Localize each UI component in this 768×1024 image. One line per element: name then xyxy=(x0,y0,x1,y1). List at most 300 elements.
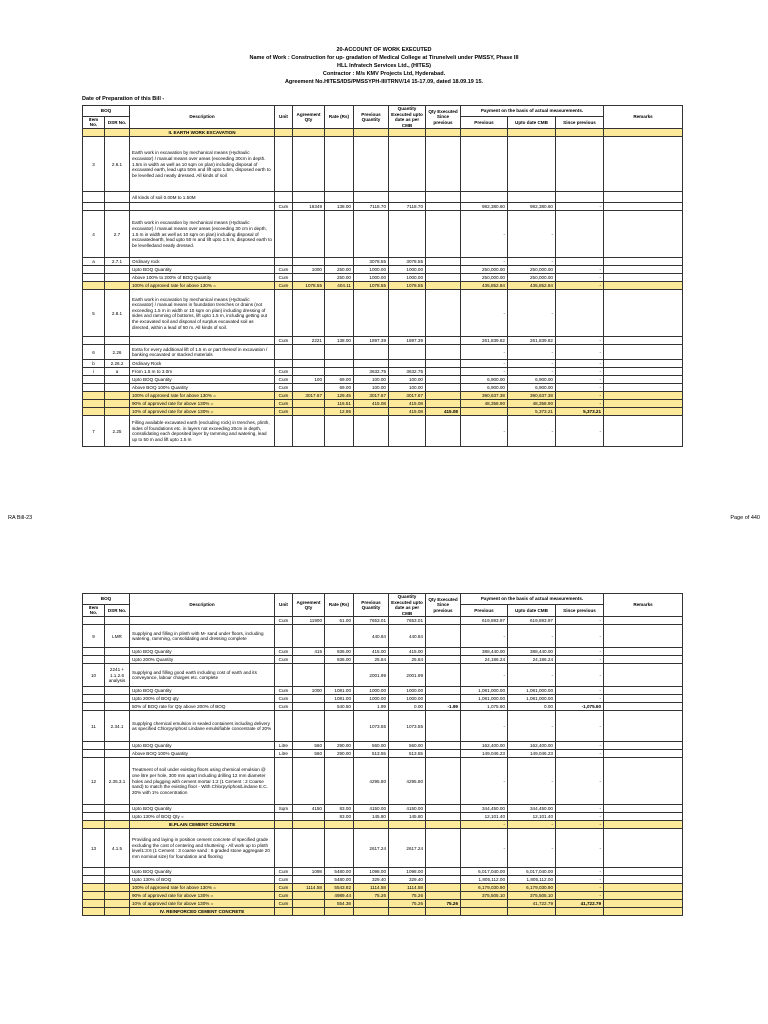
dsr-no xyxy=(105,656,130,664)
payment-previous: 149,046.23 xyxy=(461,750,508,758)
remarks xyxy=(604,625,683,648)
payment-since-previous: - xyxy=(556,876,604,884)
description: Supplying and filling in plinth with M- sand under floors, including watering, ramming, consolidating and dressing complete xyxy=(130,625,275,648)
dsr-no xyxy=(105,821,130,829)
payment-previous: 344,450.00 xyxy=(461,805,508,813)
dsr-no xyxy=(105,813,130,821)
payment-upto-date: 162,400.00 xyxy=(508,742,556,750)
dsr-no xyxy=(105,742,130,750)
payment-previous xyxy=(461,908,508,916)
unit xyxy=(275,192,293,203)
qty-since-previous xyxy=(426,656,461,664)
unit: Cum xyxy=(275,703,293,711)
agreement-qty xyxy=(293,400,325,408)
previous-qty: 100.00 xyxy=(354,376,389,384)
payment-upto-date: 1,081,000.00 xyxy=(508,687,556,695)
rate xyxy=(325,908,354,916)
unit xyxy=(275,360,293,368)
item-no: 10 xyxy=(83,664,105,687)
agreement-qty: 1114.58 xyxy=(293,884,325,892)
agreement-line: Agreement No.HITES/IDS/PMSSYPH-III/TRNV/14 15-17.09, dated 18.09.19 15. xyxy=(284,79,484,85)
table-row xyxy=(83,376,683,384)
section-header-row xyxy=(83,908,683,916)
agreement-qty xyxy=(293,821,325,829)
remarks xyxy=(604,129,683,137)
dsr-no xyxy=(105,876,130,884)
payment-previous: - xyxy=(461,258,508,266)
rate: 129.45 xyxy=(325,392,354,400)
payment-since-previous: - xyxy=(556,892,604,900)
dsr-no: 2.6.1 xyxy=(105,137,130,192)
previous-qty xyxy=(354,137,389,192)
payment-previous: - xyxy=(461,211,508,258)
qty-executed xyxy=(389,129,426,137)
qty-since-previous xyxy=(426,664,461,687)
table-row xyxy=(83,282,683,290)
dsr-no: a xyxy=(105,368,130,376)
payment-upto-date: 48,358.90 xyxy=(508,400,556,408)
qty-since-previous xyxy=(426,203,461,211)
rate: 138.00 xyxy=(325,337,354,345)
dsr-no xyxy=(105,884,130,892)
qty-since-previous xyxy=(426,742,461,750)
item-no xyxy=(83,742,105,750)
rate xyxy=(325,829,354,868)
qty-since-previous xyxy=(426,750,461,758)
qty-since-previous xyxy=(426,337,461,345)
payment-since-previous xyxy=(556,211,604,258)
previous-qty: 100.00 xyxy=(354,384,389,392)
agreement-qty xyxy=(293,711,325,742)
dsr-no: 2.7 xyxy=(105,211,130,258)
payment-since-previous: - xyxy=(556,416,604,447)
table-row xyxy=(83,687,683,695)
remarks xyxy=(604,416,683,447)
payment-since-previous: - xyxy=(556,758,604,805)
qty-executed: 25.84 xyxy=(389,656,426,664)
qty-executed: 415.08 xyxy=(389,408,426,416)
rate: 5543.82 xyxy=(325,884,354,892)
description: Upto BOQ Quantity xyxy=(130,868,275,876)
agreement-qty xyxy=(293,876,325,884)
company-line: HLL Infratech Services Ltd., (HITES) xyxy=(336,63,432,69)
dsr-no xyxy=(105,400,130,408)
payment-previous: 1,081,000.00 xyxy=(461,687,508,695)
rate xyxy=(325,368,354,376)
qty-since-previous: 75.26 xyxy=(426,900,461,908)
payment-since-previous: - xyxy=(556,337,604,345)
payment-upto-date: 6,900.00 xyxy=(508,384,556,392)
rate xyxy=(325,258,354,266)
previous-qty: 7118.70 xyxy=(354,203,389,211)
qty-executed: 7653.01 xyxy=(389,617,426,625)
previous-qty: 560.00 xyxy=(354,742,389,750)
agreement-qty xyxy=(293,416,325,447)
previous-qty: 513.55 xyxy=(354,750,389,758)
payment-upto-date xyxy=(508,129,556,137)
unit xyxy=(275,290,293,337)
payment-since-previous: - xyxy=(556,868,604,876)
payment-upto-date: - xyxy=(508,821,556,829)
table-row xyxy=(83,695,683,703)
rate: 936.00 xyxy=(325,656,354,664)
payment-previous: 435,852.84 xyxy=(461,282,508,290)
agreement-qty: 1078.55 xyxy=(293,282,325,290)
remarks xyxy=(604,392,683,400)
remarks xyxy=(604,137,683,192)
previous-qty: 415.08 xyxy=(354,400,389,408)
remarks xyxy=(604,400,683,408)
description xyxy=(130,337,275,345)
item-no xyxy=(83,908,105,916)
work-line xyxy=(0,54,768,62)
item-no: 7 xyxy=(83,416,105,447)
payment-upto-date: 982,380.60 xyxy=(508,203,556,211)
payment-since-previous: - xyxy=(556,695,604,703)
description: 90% of approved rate for above 130% = xyxy=(130,400,275,408)
previous-qty xyxy=(354,211,389,258)
previous-qty: 1000.00 xyxy=(354,274,389,282)
payment-upto-date: - xyxy=(508,711,556,742)
payment-upto-date: 250,000.00 xyxy=(508,266,556,274)
description: Supplying chemical emulsion in sealed containers including delivery as specified Chlorpyriphos/ Lindane emulsifiable concentrate of 20% xyxy=(130,711,275,742)
remarks xyxy=(604,868,683,876)
previous-qty: 440.84 xyxy=(354,625,389,648)
unit xyxy=(275,625,293,648)
qty-executed xyxy=(389,416,426,447)
agreement-qty: 3017.67 xyxy=(293,392,325,400)
footer-bill-number: RA Bill-23 xyxy=(8,515,33,521)
description: 50% of BOQ rate for Qty above 200% of BOQ xyxy=(130,703,275,711)
remarks xyxy=(604,384,683,392)
agreement-qty xyxy=(293,345,325,360)
unit xyxy=(275,258,293,266)
unit: Sqm xyxy=(275,805,293,813)
previous-qty: 1073.55 xyxy=(354,711,389,742)
rate: 404.11 xyxy=(325,282,354,290)
item-no xyxy=(83,384,105,392)
item-no: 4 xyxy=(83,211,105,258)
payment-previous: 250,000.00 xyxy=(461,266,508,274)
dsr-no xyxy=(105,408,130,416)
agreement-qty xyxy=(293,908,325,916)
item-no: i xyxy=(83,368,105,376)
payment-previous: 388,440.00 xyxy=(461,648,508,656)
remarks xyxy=(604,664,683,687)
payment-since-previous: - xyxy=(556,821,604,829)
boq-table-page-2 xyxy=(82,593,683,916)
remarks xyxy=(604,345,683,360)
payment-upto-date xyxy=(508,908,556,916)
work-label: Name of Work : xyxy=(249,55,290,61)
payment-previous: - xyxy=(461,758,508,805)
previous-qty: 2617.24 xyxy=(354,829,389,868)
previous-qty: 415.00 xyxy=(354,648,389,656)
qty-executed: 1073.55 xyxy=(389,711,426,742)
qty-executed xyxy=(389,137,426,192)
unit xyxy=(275,821,293,829)
remarks xyxy=(604,337,683,345)
payment-previous: 390,637.38 xyxy=(461,392,508,400)
unit: Cum xyxy=(275,868,293,876)
payment-upto-date: - xyxy=(508,258,556,266)
payment-upto-date: - xyxy=(508,664,556,687)
agreement-qty xyxy=(293,211,325,258)
unit xyxy=(275,416,293,447)
qty-since-previous xyxy=(426,758,461,805)
payment-since-previous: - xyxy=(556,656,604,664)
description: Upto 200% of BOQ qty xyxy=(130,695,275,703)
dsr-no xyxy=(105,617,130,625)
qty-since-previous xyxy=(426,137,461,192)
qty-since-previous: -1.99 xyxy=(426,703,461,711)
item-no xyxy=(83,282,105,290)
previous-qty: 3632.75 xyxy=(354,368,389,376)
qty-since-header: Qty Executed Since previous xyxy=(426,106,461,129)
previous-qty xyxy=(354,345,389,360)
remarks xyxy=(604,742,683,750)
payment-upto-date: - xyxy=(508,345,556,360)
payment-previous: - xyxy=(461,821,508,829)
qty-executed xyxy=(389,360,426,368)
payment-previous xyxy=(461,137,508,192)
rate xyxy=(325,211,354,258)
payment-since-previous: - xyxy=(556,282,604,290)
description: All kinds of soil 0.00M to 1.50M xyxy=(130,192,275,203)
payment-since-previous: - xyxy=(556,617,604,625)
description: Upto 130% of BOQ xyxy=(130,876,275,884)
rate: 4989.44 xyxy=(325,892,354,900)
payment-upto-date: 24,186.24 xyxy=(508,656,556,664)
payment-previous: 162,400.00 xyxy=(461,742,508,750)
payment-previous: - xyxy=(461,829,508,868)
rate: 290.00 xyxy=(325,750,354,758)
unit: Cum xyxy=(275,892,293,900)
table-row xyxy=(83,892,683,900)
previous-qty: 145.80 xyxy=(354,813,389,821)
rate: 5480.00 xyxy=(325,876,354,884)
payment-previous: 250,000.00 xyxy=(461,274,508,282)
remarks xyxy=(604,648,683,656)
unit: Cum xyxy=(275,384,293,392)
description: Upto BOQ Quantity xyxy=(130,805,275,813)
description: Earth work in excavation by mechanical means (Hydraulic excavator) / manual means over areas (exceeding 30 cm in depth, 1.5 m in width as well as 10 sqm on plan) including disposal of excavatedearth, lead upto 50 m and lift upto 1.5 m, disposed earth to be levelledand neatly dressed. xyxy=(130,211,275,258)
payment-upto-date: 388,440.00 xyxy=(508,648,556,656)
unit xyxy=(275,345,293,360)
payment-upto-date: 261,839.82 xyxy=(508,337,556,345)
rate xyxy=(325,129,354,137)
previous-qty: 1114.58 xyxy=(354,884,389,892)
item-no: 13 xyxy=(83,829,105,868)
table-row xyxy=(83,137,683,192)
payment-since-previous: -1,075.60 xyxy=(556,703,604,711)
agreement-qty xyxy=(293,384,325,392)
payment-since-previous: - xyxy=(556,711,604,742)
qty-since-previous xyxy=(426,876,461,884)
table-row xyxy=(83,664,683,687)
item-no: 6 xyxy=(83,345,105,360)
rate: 116.51 xyxy=(325,400,354,408)
dsr-no xyxy=(105,376,130,384)
unit: Cum xyxy=(275,392,293,400)
qty-executed: 145.80 xyxy=(389,813,426,821)
payment-header: Payment on the basis of actual measurements. xyxy=(461,594,604,605)
agreement-qty-header: Agreement Qty xyxy=(293,594,325,617)
dsr-no xyxy=(105,282,130,290)
description xyxy=(130,617,275,625)
payment-previous: 1,075.60 xyxy=(461,703,508,711)
payment-previous: 48,358.90 xyxy=(461,400,508,408)
qty-executed: 3632.75 xyxy=(389,368,426,376)
qty-executed xyxy=(389,345,426,360)
payment-previous: 24,186.24 xyxy=(461,656,508,664)
boq-header: BOQ xyxy=(83,594,130,605)
qty-executed: 560.00 xyxy=(389,742,426,750)
payment-previous: 982,380.60 xyxy=(461,203,508,211)
table-row xyxy=(83,805,683,813)
qty-executed-header: Quantity Executed upto date as per CMB xyxy=(389,106,426,129)
contractor-line: Contractor : M/s KMV Projects Ltd, Hyderabad. xyxy=(322,71,446,77)
payment-upto-date: 375,505.10 xyxy=(508,892,556,900)
dsr-no xyxy=(105,337,130,345)
qty-since-previous xyxy=(426,266,461,274)
table-row xyxy=(83,392,683,400)
qty-since-previous xyxy=(426,829,461,868)
description-header: Description xyxy=(130,594,275,617)
dsr-no: 2.34.1 xyxy=(105,711,130,742)
table-row xyxy=(83,900,683,908)
remarks xyxy=(604,750,683,758)
table-row xyxy=(83,648,683,656)
unit: Cum xyxy=(275,400,293,408)
rate: 250.00 xyxy=(325,274,354,282)
payment-upto-date: 619,893.97 xyxy=(508,617,556,625)
unit: Cum xyxy=(275,274,293,282)
item-no xyxy=(83,400,105,408)
rate: 138.00 xyxy=(325,203,354,211)
payment-since-previous: - xyxy=(556,392,604,400)
qty-since-previous xyxy=(426,884,461,892)
item-no xyxy=(83,376,105,384)
item-no: 11 xyxy=(83,711,105,742)
agreement-qty xyxy=(293,900,325,908)
previous-qty: 3078.55 xyxy=(354,258,389,266)
qty-executed xyxy=(389,290,426,337)
payment-upto-date: - xyxy=(508,758,556,805)
table-row xyxy=(83,750,683,758)
payment-since-previous xyxy=(556,137,604,192)
description: 10% of approved rate for above 130% = xyxy=(130,408,275,416)
dsr-no xyxy=(105,908,130,916)
agreement-qty xyxy=(293,758,325,805)
remarks xyxy=(604,908,683,916)
unit xyxy=(275,758,293,805)
payment-previous: 1,081,000.00 xyxy=(461,695,508,703)
remarks xyxy=(604,758,683,805)
previous-qty: 25.84 xyxy=(354,656,389,664)
agreement-qty xyxy=(293,360,325,368)
remarks-header: Remarks xyxy=(604,106,683,129)
payment-since-previous: - xyxy=(556,266,604,274)
payment-previous: 6,900.00 xyxy=(461,384,508,392)
qty-since-previous xyxy=(426,290,461,337)
previous-qty: 1000.00 xyxy=(354,687,389,695)
item-no xyxy=(83,337,105,345)
payment-upto-date: 5,373.21 xyxy=(508,408,556,416)
unit: Cum xyxy=(275,884,293,892)
payment-since-previous xyxy=(556,192,604,203)
qty-executed: 100.00 xyxy=(389,384,426,392)
item-no-header: Item No. xyxy=(83,604,105,617)
table-row xyxy=(83,266,683,274)
description: IV. REINFORCED CEMENT CONCRETE xyxy=(130,908,275,916)
unit: Cum xyxy=(275,617,293,625)
table-row xyxy=(83,884,683,892)
agreement-qty: 1000 xyxy=(293,687,325,695)
qty-executed: 329.40 xyxy=(389,876,426,884)
item-no xyxy=(83,892,105,900)
payment-upto-date: 344,450.00 xyxy=(508,805,556,813)
upto-date-header: Upto date CMB xyxy=(508,604,556,617)
item-no xyxy=(83,750,105,758)
unit: Cum xyxy=(275,368,293,376)
previous-qty xyxy=(354,192,389,203)
table-row xyxy=(83,703,683,711)
dsr-no xyxy=(105,805,130,813)
table-row xyxy=(83,408,683,416)
description: Upto BOQ Quantity xyxy=(130,742,275,750)
previous-qty: 4150.00 xyxy=(354,805,389,813)
item-no xyxy=(83,900,105,908)
remarks xyxy=(604,617,683,625)
qty-executed: 1897.39 xyxy=(389,337,426,345)
remarks xyxy=(604,821,683,829)
dsr-no xyxy=(105,868,130,876)
payment-upto-date: 6,179,030.90 xyxy=(508,884,556,892)
qty-since-previous xyxy=(426,392,461,400)
qty-executed: 100.00 xyxy=(389,376,426,384)
payment-since-previous: - xyxy=(556,805,604,813)
agreement-qty xyxy=(293,129,325,137)
remarks xyxy=(604,360,683,368)
unit: Cum xyxy=(275,408,293,416)
payment-upto-date: 6,900.00 xyxy=(508,376,556,384)
item-no: 5 xyxy=(83,290,105,337)
payment-previous: - xyxy=(461,625,508,648)
remarks xyxy=(604,274,683,282)
qty-since-previous: 415.08 xyxy=(426,408,461,416)
item-no: 9 xyxy=(83,625,105,648)
remarks xyxy=(604,900,683,908)
qty-executed: 1078.55 xyxy=(389,282,426,290)
payment-previous: - xyxy=(461,345,508,360)
agreement-qty xyxy=(293,813,325,821)
dsr-no xyxy=(105,203,130,211)
table-row xyxy=(83,625,683,648)
dsr-no xyxy=(105,129,130,137)
item-no xyxy=(83,868,105,876)
qty-since-previous xyxy=(426,625,461,648)
rate xyxy=(325,711,354,742)
previous-qty: 1098.00 xyxy=(354,868,389,876)
payment-since-previous: - xyxy=(556,742,604,750)
qty-executed: 2617.24 xyxy=(389,829,426,868)
description: Treatment of soil under existing floors using chemical emulsion @ one litre per hole, 300 mm apart including drilling 12 mm diameter holes and plugging with cement mortar 1:2 (1 Cement : 2 Coarse sand) to match the existing floor - With Chlorpyriphos/Lindane E.C. 20% with 1% concentration xyxy=(130,758,275,805)
payment-previous: 6,900.00 xyxy=(461,376,508,384)
unit: Cum xyxy=(275,337,293,345)
qty-executed: 1000.00 xyxy=(389,695,426,703)
table-row xyxy=(83,258,683,266)
